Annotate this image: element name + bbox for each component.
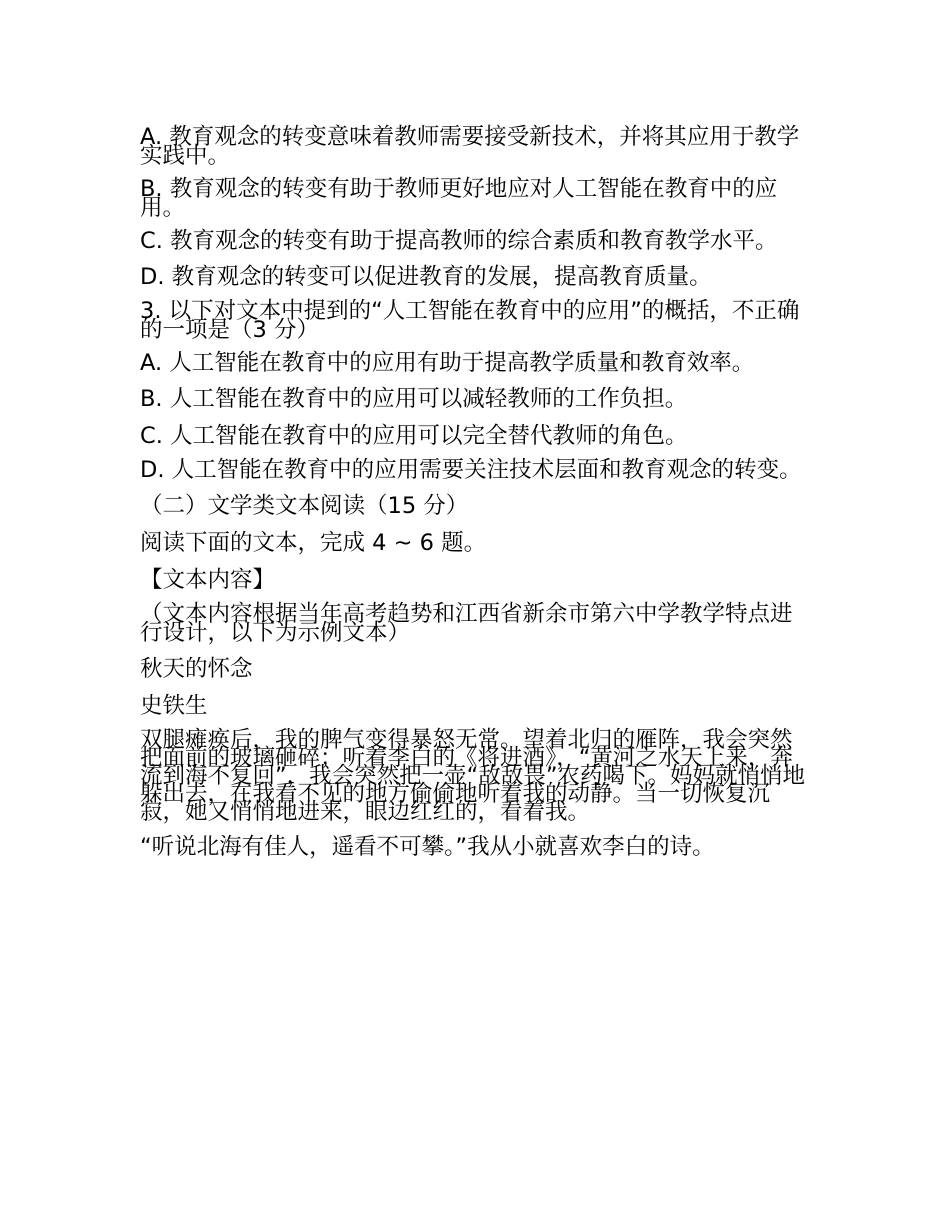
q3-option-c: C. 人工智能在教育中的应用可以完全替代教师的角色。 <box>140 423 688 449</box>
section-heading: （二）文学类文本阅读（15 分） <box>140 493 469 519</box>
q3-option-d: D. 人工智能在教育中的应用需要关注技术层面和教育观念的转变。 <box>140 457 802 483</box>
story-title: 秋天的怀念 <box>140 656 253 682</box>
q3-option-b: B. 人工智能在教育中的应用可以减轻教师的工作负担。 <box>140 386 688 412</box>
q3-question: 3. 以下对文本中提到的“人工智能在教育中的应用”的概括，不正确的一项是（3 分） <box>140 298 800 343</box>
q2-option-a: A. 教育观念的转变意味着教师需要接受新技术，并将其应用于教学实践中。 <box>140 124 800 169</box>
story-paragraph-1: 双腿瘫痪后，我的脾气变得暴怒无常。望着北归的雁阵，我会突然把面前的玻璃砸碎；听着李白的《将进酒》，“黄河之水天上来，奔流到海不复回”，我会突然把一壶“敌敌畏”农药喝下。妈妈就悄悄地躲出去，在我看不见的地方偷偷地听着我的动静。当一切恢复沉寂，她又悄悄地进来，眼边红红的，看着我。 <box>140 727 805 825</box>
q2-option-b: B. 教育观念的转变有助于教师更好地应对人工智能在教育中的应用。 <box>140 176 778 221</box>
section-instruction: 阅读下面的文本，完成 4 ~ 6 题。 <box>140 530 487 556</box>
example-note: （文本内容根据当年高考趋势和江西省新余市第六中学教学特点进行设计，以下为示例文本） <box>140 601 793 646</box>
story-author: 史铁生 <box>140 693 208 719</box>
q2-option-c: C. 教育观念的转变有助于提高教师的综合素质和教育教学水平。 <box>140 228 778 254</box>
story-paragraph-2: “听说北海有佳人，遥看不可攀。”我从小就喜欢李白的诗。 <box>140 834 715 860</box>
q2-option-d: D. 教育观念的转变可以促进教育的发展，提高教育质量。 <box>140 264 712 290</box>
q3-option-a: A. 人工智能在教育中的应用有助于提高教学质量和教育效率。 <box>140 350 755 376</box>
content-label: 【文本内容】 <box>140 567 276 593</box>
document-content <box>140 124 812 872</box>
